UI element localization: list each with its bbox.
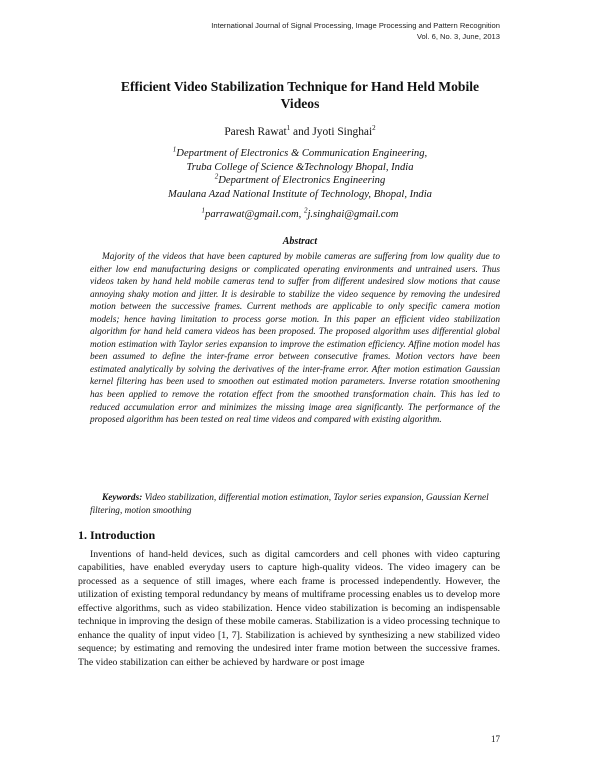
author-emails [100, 208, 500, 222]
journal-name: International Journal of Signal Processing, Image Processing and Pattern Recognition [211, 21, 500, 30]
affiliation-text: Maulana Azad National Institute of Technology, Bhopal, India [168, 188, 432, 200]
affiliation-superscript: 2 [214, 172, 219, 181]
section-body: Inventions of hand-held devices, such as digital camcorders and cell phones with video capturing capabilities, have enabled everyday users to capture high-quality videos. The video imagery can be processed as a sequence of still images, where each frame is processed independently. However, the utilization of existing temporal redundancy by means of multiframe processing enables us to develop more effective algorithms, such as video stabilization. Hence video stabilization is becoming an indispensable technique in improving the design of these mobile cameras. Stabilization is a video processing technique to enhance the quality of input video [1, 7]. Stabilization is achieved by synthesizing a new stabilized video sequence; by estimating and removing the undesired inter frame motion between the successive frames. The video stabilization can either be achieved by hardware or post image [78, 549, 500, 668]
paper-title: Efficient Video Stabilization Technique for Hand Held Mobile Videos [120, 79, 480, 111]
keywords-label: Keywords: [102, 493, 143, 503]
keywords [90, 492, 500, 517]
affiliations [90, 147, 510, 201]
author-superscript: 1 [286, 124, 291, 133]
keywords-text: Video stabilization, differential motion estimation, Taylor series expansion, Gaussian Kernel filtering, motion smoothing [90, 493, 492, 516]
section-heading: 1. Introduction [78, 528, 156, 542]
page-number: 17 [491, 734, 500, 744]
author-name: Jyoti Singhai [312, 126, 373, 138]
running-head [80, 20, 500, 42]
email-address[interactable]: j.singhai@gmail.com [307, 209, 399, 220]
email-address[interactable]: parrawat@gmail.com, [205, 209, 304, 220]
affiliation-line [90, 174, 510, 188]
abstract-body: Majority of the videos that have been captured by mobile cameras are suffering from low quality due to either low end manufacturing designs or complicated operating environments and untrained users. Thus videos taken by hand held mobile cameras tend to suffer from different undesired slow motions that cause annoying shaky motion and jitter. It is desirable to stabilize the video sequence by removing the undesired motion between the successive frames. Current methods are applicable to only specific camera motion models; hence having limitation to process gorse motion. In this paper an efficient video stabilization algorithm for hand held camera videos has been proposed. The proposed algorithm uses differential global motion estimation with Taylor series expansion to improve the estimation efficiency. Affine motion model has been assumed to define the inter-frame error between consecutive frames. Motion vectors have been estimated analytically by solving the derivatives of the inter-frame error. After motion estimation Gaussian kernel filtering has been used to smoothen out estimated motion parameters. Inverse rotation smoothening has been applied to remove the rotation effect from the smoothed transformation chain. This has led to reduced accumulation error and minimizes the missing image area significantly. The performance of the proposed algorithm has been tested on real time videos and compared with existing algorithm. [90, 252, 500, 426]
affiliation-line [90, 188, 510, 202]
abstract-heading: Abstract [282, 236, 318, 247]
affiliation-line [90, 161, 510, 175]
author-superscript: 2 [372, 124, 376, 133]
affiliation-text: Department of Electronics Engineering [218, 175, 386, 186]
author-name: Paresh Rawat [224, 126, 287, 138]
journal-volume: Vol. 6, No. 3, June, 2013 [416, 32, 500, 41]
affiliation-line [90, 147, 510, 161]
email-superscript: 1 [201, 206, 206, 215]
email-superscript: 2 [303, 206, 308, 215]
affiliation-text: Truba College of Science &Technology Bhopal, India [186, 161, 414, 173]
author-conjunction: and [290, 126, 313, 138]
affiliation-text: Department of Electronics & Communication Engineering, [176, 148, 428, 159]
affiliation-superscript: 1 [172, 145, 177, 154]
author-line [100, 125, 500, 139]
